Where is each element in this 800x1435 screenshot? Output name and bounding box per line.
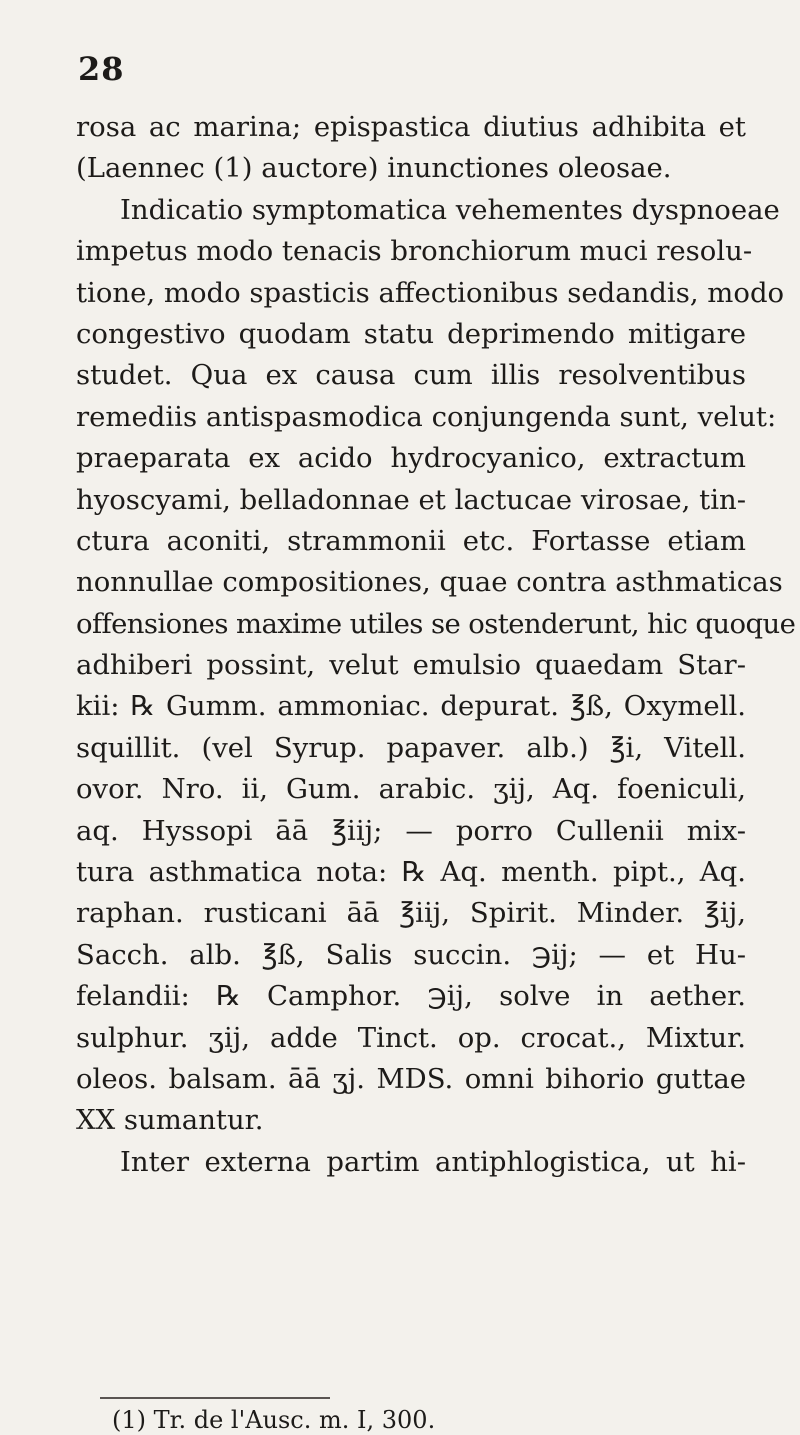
footnote-divider (100, 1397, 330, 1399)
text-line: squillit. (vel Syrup. papaver. alb.) ℥i, Vitell. (76, 731, 746, 764)
text-line: hyoscyami, belladonnae et lactucae virosae, tin- (76, 483, 746, 516)
text-line: Indicatio symptomatica vehementes dyspnoeae (120, 193, 780, 226)
text-line: studet. Qua ex causa cum illis resolventibus (76, 359, 746, 392)
text-line: aq. Hyssopi āā ℥iij; — porro Cullenii mix- (76, 814, 746, 847)
text-line: ctura aconiti, strammonii etc. Fortasse etiam (76, 524, 746, 557)
text-line: nonnullae compositiones, quae contra asthmaticas (76, 566, 783, 599)
text-line: tura asthmatica nota: ℞ Aq. menth. pipt., Aq. (76, 856, 746, 889)
text-line: rosa ac marina; epispastica diutius adhibita et (76, 111, 746, 143)
footnote: (1) Tr. de l'Ausc. m. I, 300. (112, 1406, 436, 1434)
body-text (76, 107, 796, 1183)
text-line: (Laennec (1) auctore) inunctiones oleosae. (76, 152, 672, 185)
text-line: sulphur. ʒij, adde Tinct. op. crocat., Mixtur. (76, 1021, 746, 1054)
text-line: congestivo quodam statu deprimendo mitigare (76, 317, 746, 350)
text-line: raphan. rusticani āā ℥iij, Spirit. Minder. ℥ij, (76, 897, 746, 930)
text-line: offensiones maxime utiles se ostenderunt, hic quoque (76, 607, 796, 640)
text-line: adhiberi possint, velut emulsio quaedam Star- (76, 649, 746, 682)
text-line: felandii: ℞ Camphor. ℈ij, solve in aether. (76, 980, 746, 1013)
text-line: XX sumantur. (76, 1104, 264, 1137)
text-line: impetus modo tenacis bronchiorum muci resolu- (76, 235, 753, 268)
text-line: Sacch. alb. ℥ß, Salis succin. ℈ij; — et Hu- (76, 938, 746, 971)
text-line: praeparata ex acido hydrocyanico, extractum (76, 442, 746, 475)
text-line: tione, modo spasticis affectionibus sedandis, modo (76, 276, 785, 309)
text-line: Inter externa partim antiphlogistica, ut hi- (120, 1145, 746, 1178)
page-number: 28 (78, 50, 125, 88)
text-line: remediis antispasmodica conjungenda sunt, velut: (76, 400, 777, 433)
text-line: oleos. balsam. āā ʒj. MDS. omni bihorio guttae (76, 1062, 746, 1095)
text-line: ovor. Nro. ii, Gum. arabic. ʒij, Aq. foeniculi, (76, 773, 746, 806)
text-line: kii: ℞ Gumm. ammoniac. depurat. ℥ß, Oxymell. (76, 690, 746, 723)
